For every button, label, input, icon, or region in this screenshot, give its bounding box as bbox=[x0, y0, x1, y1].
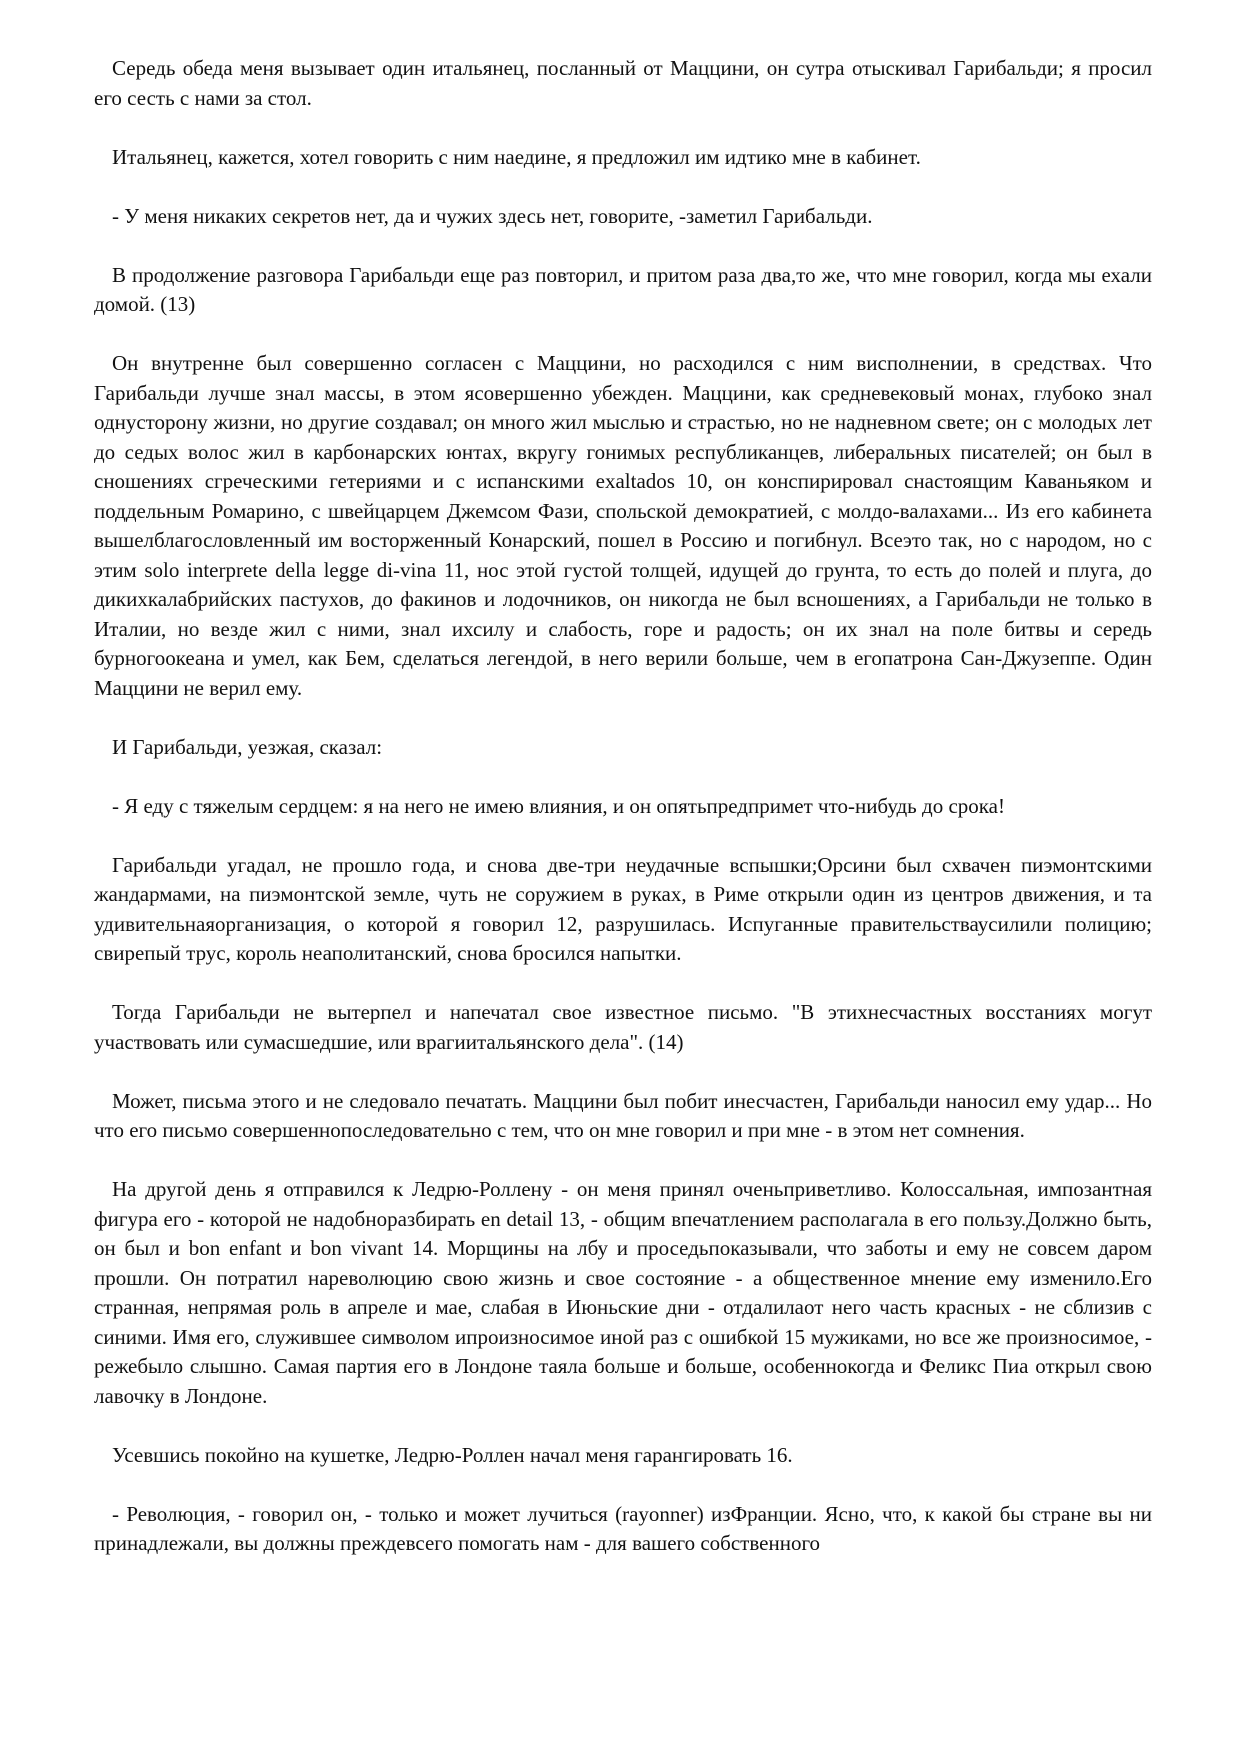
paragraph-no-secrets: - У меня никаких секретов нет, да и чужих здесь нет, говорите, -заметил Гарибальди. bbox=[112, 203, 873, 228]
paragraph-revolution: - Революция, - говорил он, - только и может лучиться (rayonner) изФранции. Ясно, что, к какой бы стране вы ни принадлежали, вы должны преждевсего помогать нам - для вашего собственного bbox=[94, 1501, 1152, 1555]
paragraph-repeated: В продолжение разговора Гарибальди еще раз повторил, и притом раза два,то же, что мне говорил, когда мы ехали домой. (13) bbox=[94, 262, 1152, 316]
paragraph-mazzini-messenger: Середь обеда меня вызывает один итальянец, посланный от Маццини, он сутра отыскивал Гарибальди; я просил его сесть с нами за стол. bbox=[94, 56, 1152, 110]
paragraph-guessed-right: Гарибальди угадал, не прошло года, и снова две-три неудачные вспышки;Орсини был схвачен пиэмонтскими жандармами, на пиэмонтской земле, чуть не соружием в руках, в Риме открыли один из центров движения, и та удивительнаяорганизация, о которой я говорил 12, разрушилась. Испуганные правительстваусилили полицию; свирепый трус, король неаполитанский, снова бросился напытки. bbox=[94, 852, 1152, 965]
paragraph-letter-comment: Может, письма этого и не следовало печатать. Маццини был побит инесчастен, Гарибальди наносил ему удар... Но что его письмо совершеннопоследовательно с тем, что он мне говорил и при мне - в этом нет сомнения. bbox=[94, 1088, 1152, 1142]
paragraph-leaving: И Гарибальди, уезжая, сказал: bbox=[112, 734, 383, 759]
paragraph-ledru-rollin: На другой день я отправился к Ледрю-Роллену - он меня принял оченьприветливо. Колоссальная, импозантная фигура его - которой не надобноразбирать en detail 13, - общим впечатлением располагала в его пользу.Должно быть, он был и bon enfant и bon vivant 14. Морщины на лбу и проседьпоказывали, что заботы и ему не совсем даром прошли. Он потратил нареволюцию свою жизнь и свое состояние - а общественное мнение ему изменило.Его странная, непрямая роль в апреле и мае, слабая в Июньские дни - отдалилаот него часть красных - не сблизив с синими. Имя его, служившее символом ипроизносимое иной раз с ошибкой 15 мужиками, но все же произносимое, - режебыло слышно. Самая партия его в Лондоне таяла больше и больше, особеннокогда и Феликс Пиа открыл свою лавочку в Лондоне. bbox=[94, 1177, 1152, 1408]
paragraph-cabinet-offer: Итальянец, кажется, хотел говорить с ним наедине, я предложил им идтико мне в кабинет. bbox=[112, 144, 921, 169]
paragraph-couch: Усевшись покойно на кушетке, Ледрю-Роллен начал меня гарангировать 16. bbox=[112, 1442, 793, 1467]
paragraph-letter: Тогда Гарибальди не вытерпел и напечатал свое известное письмо. "В этихнесчастных восстаниях могут участвовать или сумасшедшие, или врагиитальянского дела". (14) bbox=[94, 1000, 1152, 1054]
document-page bbox=[94, 54, 1152, 1588]
paragraph-mazzini-comparison: Он внутренне был совершенно согласен с Маццини, но расходился с ним висполнении, в средствах. Что Гарибальди лучше знал массы, в этом ясовершенно убежден. Маццини, как средневековый монах, глубоко знал однусторону жизни, но другие создавал; он много жил мыслью и страстью, но не надневном свете; он с молодых лет до седых волос жил в карбонарских юнтах, вкругу гонимых республиканцев, либеральных писателей; он был в сношениях сгреческими гетериями и с испанскими exaltados 10, он конспирировал снастоящим Каваньяком и поддельным Ромарино, с швейцарцем Джемсом Фази, спольской демократией, с молдо-валахами... Из его кабинета вышелблагословленный им восторженный Конарский, пошел в Россию и погибнул. Всеэто так, но с народом, но с этим solo interprete della legge di-vina 11, нос этой густой толщей, идущей до грунта, то есть до полей и плуга, до дикихкалабрийских пастухов, до факинов и лодочников, он никогда не был всношениях, а Гарибальди не только в Италии, но везде жил с ними, знал ихсилу и слабость, горе и радость; он их знал на поле битвы и середь бурногоокеана и умел, как Бем, сделаться легендой, в него верили больше, чем в егопатрона Сан-Джузеппе. Один Маццини не верил ему. bbox=[94, 351, 1152, 700]
paragraph-heavy-heart: - Я еду с тяжелым сердцем: я на него не имею влияния, и он опятьпредпримет что-нибудь до срока! bbox=[112, 793, 1005, 818]
